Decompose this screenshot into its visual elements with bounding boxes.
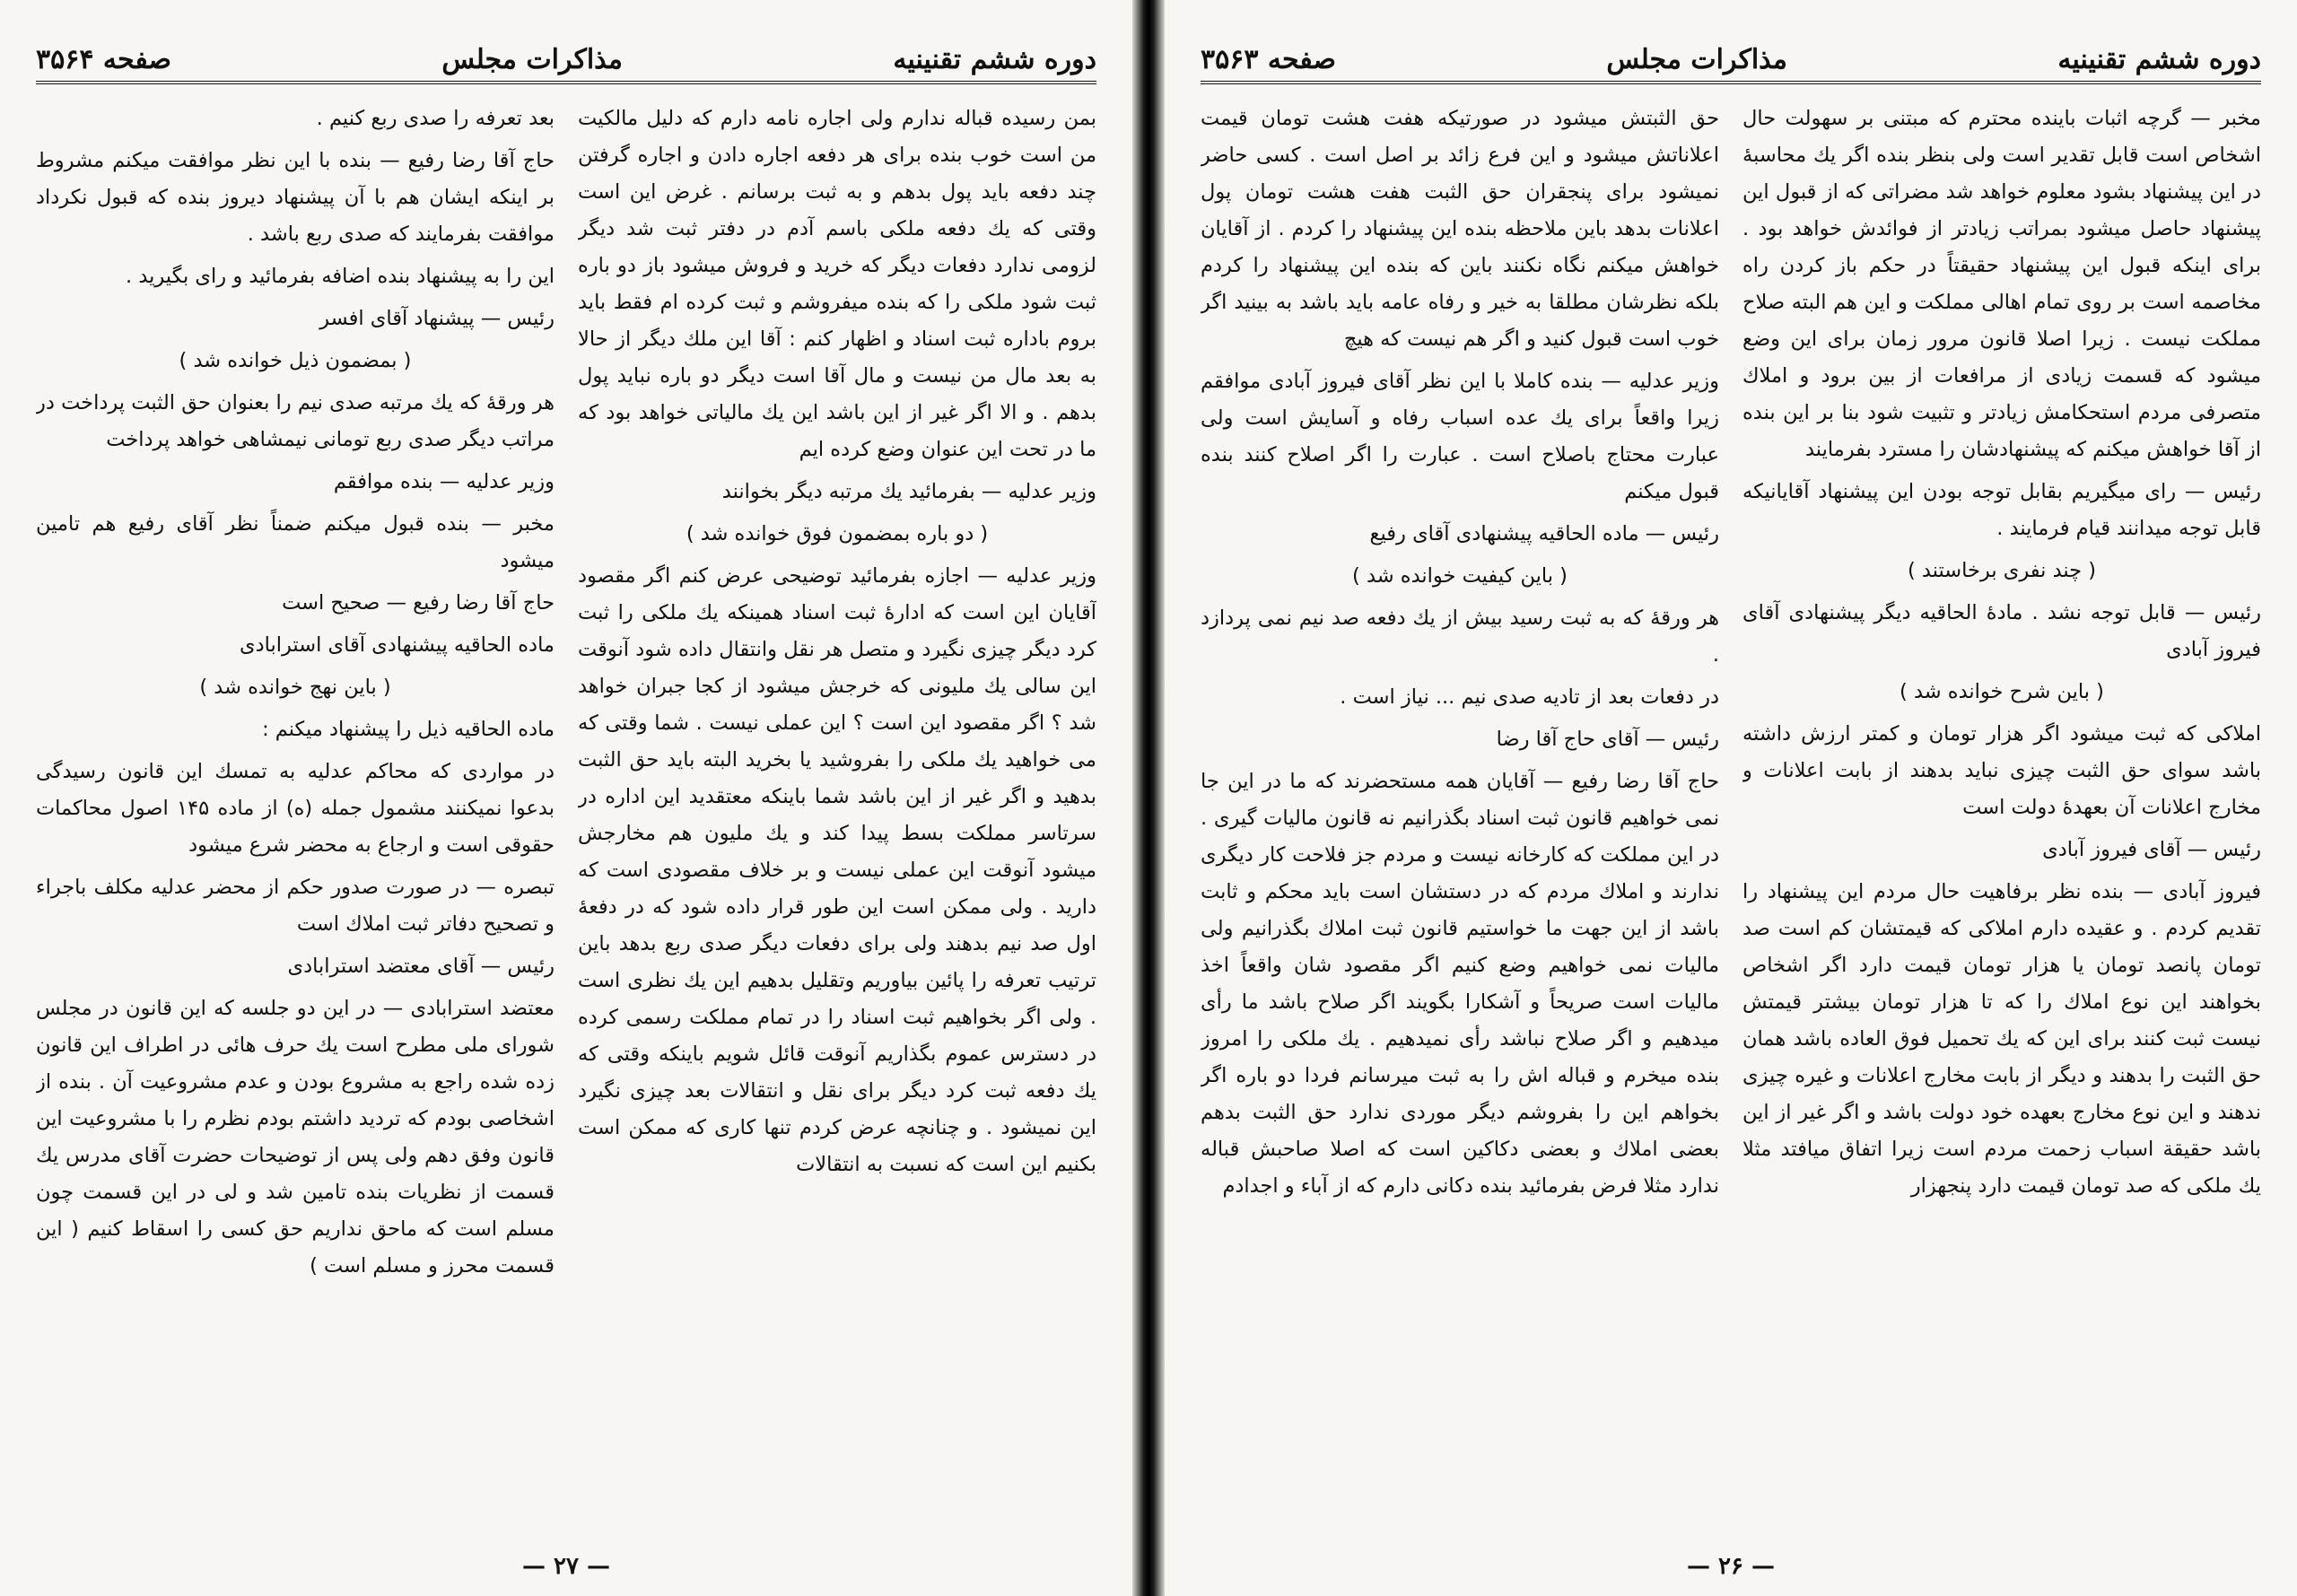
paragraph: حاج آقا رضا رفیع — بنده با این نظر موافقت میکنم مشروط بر اینکه ایشان هم با آن پیشنهاد دیروز بنده که قبول نکرداد موافقت بفرمایند که صدی ربع باشد . xyxy=(36,149,555,246)
paragraph: ماده الحاقیه ذیل را پیشنهاد میکنم : xyxy=(262,718,555,741)
paragraph: مخبر — بنده قبول میکنم ضمناً نظر آقای رفیع هم تامین میشود xyxy=(36,512,555,572)
paragraph: ماده الحاقیه پیشنهادی آقای استرابادی xyxy=(240,633,555,657)
right-page-header xyxy=(1201,38,2261,84)
right-page-columns xyxy=(1201,100,2261,1533)
paragraph: در دفعات بعد از تادیه صدی نیم ... نیاز است . xyxy=(1340,685,1719,709)
paragraph: حق الثبتش میشود در صورتیکه هفت هشت تومان قیمت اعلاناتش میشود و این فرع زائد بر اصل است . کسی حاضر نمیشود برای پنجقران حق الثبت هفت هشت تومان پول اعلانات بدهد باین ملاحظه بنده این پیشنهاد را کردم . از آقایان خواهش میکنم نگاه نکنند باین که بنده این پیشنهاد را کردم بلکه نظرشان مطلقا به خیر و رفاه عامه باید باشد به بینید اگر خوب است قبول کنید و اگر هم نیست که هیچ xyxy=(1201,107,1719,351)
paragraph: املاکی که ثبت میشود اگر هزار تومان و کمتر ارزش داشته باشد سوای حق الثبت چیزی نباید بدهند از بابت اعلانات و مخارج اعلانات آن بعهدهٔ دولت است xyxy=(1742,722,2261,819)
right-header-page-number: صفحه ۳۵۶۳ xyxy=(1201,43,1337,75)
paragraph: حاج آقا رضا رفیع — آقایان همه مستحضرند که ما در این جا نمی خواهیم قانون ثبت اسناد بگذرانیم نه قانون مالیات گیری . در این مملکت که کارخانه نیست و مردم جز فلاحت کار دیگری ندارند و املاك مردم که در دستشان است باید محکم و ثابت باشد از این جهت ما خواستیم قانون ثبت املاك بگذرانیم ولی مالیات نمی خواهیم وضع کنیم اگر مقصود شان واقعاً اخذ مالیات است صریحاً و آشکارا بگویند اگر صلاح باشد ما رأی میدهیم و اگر صلاح نباشد رأی نمیدهیم . یك ملکی را امروز بنده میخرم و قباله اش را به ثبت میرسانم فردا دو باره اگر بخواهم این را بفروشم دیگر موردی ندارد حق الثبت بدهم بعضی املاك و بعضی دکاکین است که اصلا صاحبش قباله ندارد مثلا فرض بفرمائید بنده دکانی دارم که از آباء و اجدادم xyxy=(1201,770,1719,1198)
paragraph: ( بمضمون ذیل خوانده شد ) xyxy=(179,349,412,372)
paragraph: رئیس — رای میگیریم بقابل توجه بودن این پیشنهاد آقایانیکه قابل توجه میدانند قیام فرمایند . xyxy=(1742,480,2261,540)
right-header-title: مذاکرات مجلس xyxy=(1606,43,1787,75)
left-page-right-column xyxy=(578,100,1096,1533)
paragraph: در مواردی که محاکم عدلیه به تمسك این قانون رسیدگی بدعوا نمیکنند مشمول جمله (ه) از ماده ۱۴۵ اصول محاکمات حقوقی است و ارجاع به محضر شرع میشود xyxy=(36,760,555,857)
paragraph: این را به پیشنهاد بنده اضافه بفرمائید و رای بگیرید . xyxy=(126,265,555,288)
left-header-page-number: صفحه ۳۵۶۴ xyxy=(36,43,172,75)
paragraph: ( باین شرح خوانده شد ) xyxy=(1900,680,2104,703)
right-page-right-column xyxy=(1742,100,2261,1533)
paragraph: معتضد استرابادی — در این دو جلسه که این قانون در مجلس شورای ملی مطرح است یك حرف هائی در اطراف این قانون زده شده راجع به مشروع بودن و عدم مشروعیت آن . بنده از اشخاصی بودم که تردید داشتم بودم نظرم را با مشروعیت این قانون وفق دهم ولی پس از توضیحات حضرت آقای مدرس یك قسمت از نظریات بنده تامین شد و لی در این قسمت چون مسلم است که ماحق نداریم حق کسی را اسقاط کنیم ( این قسمت محرز و مسلم است ) xyxy=(36,997,555,1278)
paragraph: وزیر عدلیه — بنده موافقم xyxy=(333,470,555,493)
paragraph: تبصره — در صورت صدور حکم از محضر عدلیه مکلف باجراء و تصحیح دفاتر ثبت املاك است xyxy=(36,876,555,936)
paragraph: رئیس — ماده الحاقیه پیشنهادی آقای رفیع xyxy=(1369,522,1719,545)
left-header-title: مذاکرات مجلس xyxy=(441,43,623,75)
right-page-left-column xyxy=(1201,100,1719,1533)
paragraph: رئیس — آقای فیروز آبادی xyxy=(2042,838,2261,861)
paragraph: مخبر — گرچه اثبات باینده محترم که مبتنی بر سهولت حال اشخاص است قابل تقدیر است ولی بنظر بنده اگر یك محاسبهٔ در این پیشنهاد بشود معلوم خواهد شد مضراتی که از قبول این پیشنهاد حاصل میشود بمراتب زیادتر از فوائدش خواهد بود . برای اینکه قبول این پیشنهاد حقیقتاً در حکم باز کردن راه مخاصمه است بر روی تمام اهالی مملکت و این هم البته صلاح مملکت نیست . زیرا اصلا قانون مرور زمان برای این وضع میشود که قسمت زیادی از مرافعات از بین برود و املاك متصرفی مردم استحکامش زیادتر و تثبیت شود بنا بر این بنده از آقا خواهش میکنم که پیشنهادشان را مسترد بفرمایند xyxy=(1742,107,2261,461)
left-page-columns xyxy=(36,100,1096,1533)
right-header-session: دوره ششم تقنینیه xyxy=(2057,43,2261,75)
paragraph: ( دو باره بمضمون فوق خوانده شد ) xyxy=(686,522,989,545)
paragraph: بعد تعرفه را صدی ربع کنیم . xyxy=(316,107,555,130)
book-gutter xyxy=(1132,0,1165,1596)
paragraph: هر ورقهٔ که به ثبت رسید بیش از یك دفعه صد نیم نمی پردازد . xyxy=(1201,606,1719,667)
paragraph: ( باین کیفیت خوانده شد ) xyxy=(1352,564,1568,588)
paragraph: هر ورقهٔ که یك مرتبه صدی نیم را بعنوان حق الثبت پرداخت در مراتب دیگر صدی ربع تومانی نیمشاهی خواهد پرداخت xyxy=(36,391,555,451)
paragraph: بمن رسیده قباله ندارم ولی اجاره نامه دارم که دلیل مالکیت من است خوب بنده برای هر دفعه اجاره دادن و اجاره گرفتن چند دفعه باید پول بدهم و به ثبت برسانم . غرض این است وقتی که یك دفعه ملکی باسم آدم در دفتر ثبت شد دیگر لزومی ندارد دفعات دیگر که خرید و فروش میشود باز دو باره ثبت شود ملکی را که بنده میفروشم و ثبت کرده ام فقط باید بروم باداره ثبت اسناد و اظهار کنم : آقا این ملك دیگر از حالا به بعد مال من نیست و مال آقا است دیگر دو باره نباید پول بدهم . و الا اگر غیر از این باشد این یك مالیاتی خواهد بود که ما در تحت این عنوان وضع کرده ایم xyxy=(578,107,1096,461)
paragraph: وزیر عدلیه — بفرمائید یك مرتبه دیگر بخوانند xyxy=(721,480,1096,503)
right-page xyxy=(1165,0,2297,1596)
paragraph: وزیر عدلیه — بنده کاملا با این نظر آقای فیروز آبادی موافقم زیرا واقعاً برای یك عده اسباب رفاه و آسایش است ولی عبارت محتاج باصلاح است . عبارت را اگر اصلاح کنند بنده قبول میکنم xyxy=(1201,370,1719,503)
paragraph: رئیس — قابل توجه نشد . مادهٔ الحاقیه دیگر پیشنهادی آقای فیروز آبادی xyxy=(1742,601,2261,661)
left-page-left-column xyxy=(36,100,555,1533)
left-page-header xyxy=(36,38,1096,84)
paragraph: رئیس — آقای معتضد استرابادی xyxy=(287,955,555,978)
left-page xyxy=(0,0,1132,1596)
paragraph: رئیس — آقای حاج آقا رضا xyxy=(1496,728,1719,751)
paragraph: حاج آقا رضا رفیع — صحیح است xyxy=(282,591,555,615)
left-page-folio: — ۲۷ — xyxy=(521,1553,611,1580)
paragraph: رئیس — پیشنهاد آقای افسر xyxy=(319,307,555,330)
left-header-session: دوره ششم تقنینیه xyxy=(893,43,1096,75)
right-page-folio: — ۲۶ — xyxy=(1686,1553,1776,1580)
paragraph: وزیر عدلیه — اجازه بفرمائید توضیحی عرض کنم اگر مقصود آقایان این است که ادارهٔ ثبت اسناد همینکه یك ملکی را ثبت کرد دیگر چیزی نگیرد و متصل هر نقل وانتقال داده شود آنوقت این سالی یك ملیونی که خرجش میشود از کجا جبران خواهد شد ؟ اگر مقصود این است ؟ این عملی نیست . شما وقتی که می خواهید یك ملکی را بفروشید یا بخرید البته باید حق الثبت بدهید و اگر غیر از این باشد شما باینکه معتقدید این اداره در سرتاسر مملکت بسط پیدا کند و یك ملیون هم مخارجش میشود آنوقت این عملی نیست و بر خلاف مقصودی است که دارید . ولی ممکن است این طور قرار داده شود که در دفعهٔ اول صد نیم بدهند ولی برای دفعات دیگر صدی ربع بدهد باین ترتیب تعرفه را پائین بیاوریم وتقلیل بدهیم این یك نظری است . ولی اگر بخواهیم ثبت اسناد را در تمام مملکت رسمی کرده در دسترس عموم بگذاریم آنوقت قائل شویم باینکه وقتی که یك دفعه ثبت کرد دیگر برای نقل و انتقالات بعد چیزی نگیرد این نمیشود . و چنانچه عرض کردم تنها کاری که ممکن است بکنیم این است که نسبت به انتقالات xyxy=(578,564,1096,1176)
paragraph: فیروز آبادی — بنده نظر برفاهیت حال مردم این پیشنهاد را تقدیم کردم . و عقیده دارم املاکی که قیمتشان کم است صد تومان پانصد تومان یا هزار تومان قیمت دارد اگر اشخاص بخواهند این نوع املاك را که تا هزار تومان بیشتر قیمتش نیست ثبت کنند برای این که یك تحمیل فوق العاده باشد همان حق الثبت را بدهند و دیگر از بابت مخارج اعلانات و غیره چیزی ندهند و این نوع مخارج بعهده خود دولت باشد و اگر غیر از این باشد حقیقة اسباب زحمت مردم است زیرا اتفاق میافتد مثلا یك ملکی که صد تومان قیمت دارد پنجهزار xyxy=(1742,880,2261,1198)
paragraph: ( چند نفری برخاستند ) xyxy=(1907,559,2097,582)
paragraph: ( باین نهج خوانده شد ) xyxy=(199,676,391,699)
